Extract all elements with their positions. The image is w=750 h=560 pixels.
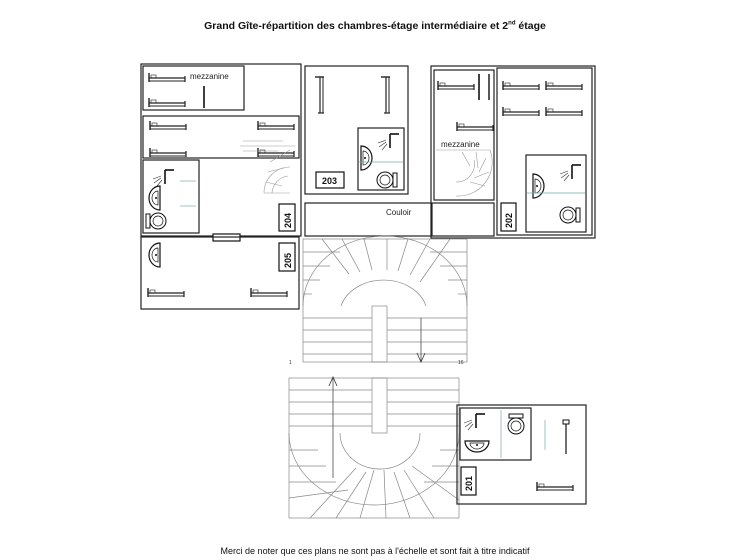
bed-icon [149,98,185,107]
room-204-number: 204 [283,212,293,228]
shower-icon [560,165,581,181]
spiral-stair-icon [240,141,295,193]
spiral-stair-icon [436,150,492,196]
disclaimer-footer: Merci de noter que ces plans ne sont pas à l'échelle et sont fait à titre indicatif [220,546,530,556]
shower-icon [464,414,485,430]
bed-icon [457,122,493,131]
stair-step-end: 16 [458,360,464,366]
bed-icon [438,81,474,90]
shower-icon [153,170,174,186]
room-202-number: 202 [504,212,514,228]
toilet-icon [560,207,580,223]
mirror-icon [563,420,569,454]
bed-icon [150,121,186,130]
room-201-number: 201 [464,475,474,491]
toilet-icon [508,414,524,434]
mezzanine-right-label: mezzanine [441,140,480,149]
bed-icon [148,288,184,297]
stair-step-start: 1 [289,360,292,366]
room-204-block [141,64,301,236]
bed-icon [546,81,582,90]
bed-icon [149,73,185,82]
room-205-number: 205 [283,252,293,268]
toilet-icon [377,172,397,188]
plan-title: Grand Gîte-répartition des chambres-étage intermédiaire et 2nd étage [204,20,546,32]
sink-icon [361,146,372,170]
room-203-number: 203 [322,176,338,186]
bed-icon [251,288,287,297]
bed-icon [537,482,573,491]
room-205 [141,237,299,309]
sink-icon [149,186,160,210]
bed-icon [546,107,582,116]
sink-icon [149,243,160,267]
bed-icon [315,77,324,113]
toilet-icon [146,213,166,229]
bed-icon [381,77,390,113]
shower-icon [378,134,399,150]
mezzanine-left-label: mezzanine [190,72,229,81]
bed-icon [503,107,539,116]
sink-icon [465,441,489,452]
main-staircase [289,236,467,518]
bed-icon [258,121,294,130]
corridor-label: Couloir [386,208,412,217]
sink-icon [533,174,544,198]
bed-icon [150,148,186,157]
bed-icon [503,81,539,90]
bed-icon [258,148,294,157]
